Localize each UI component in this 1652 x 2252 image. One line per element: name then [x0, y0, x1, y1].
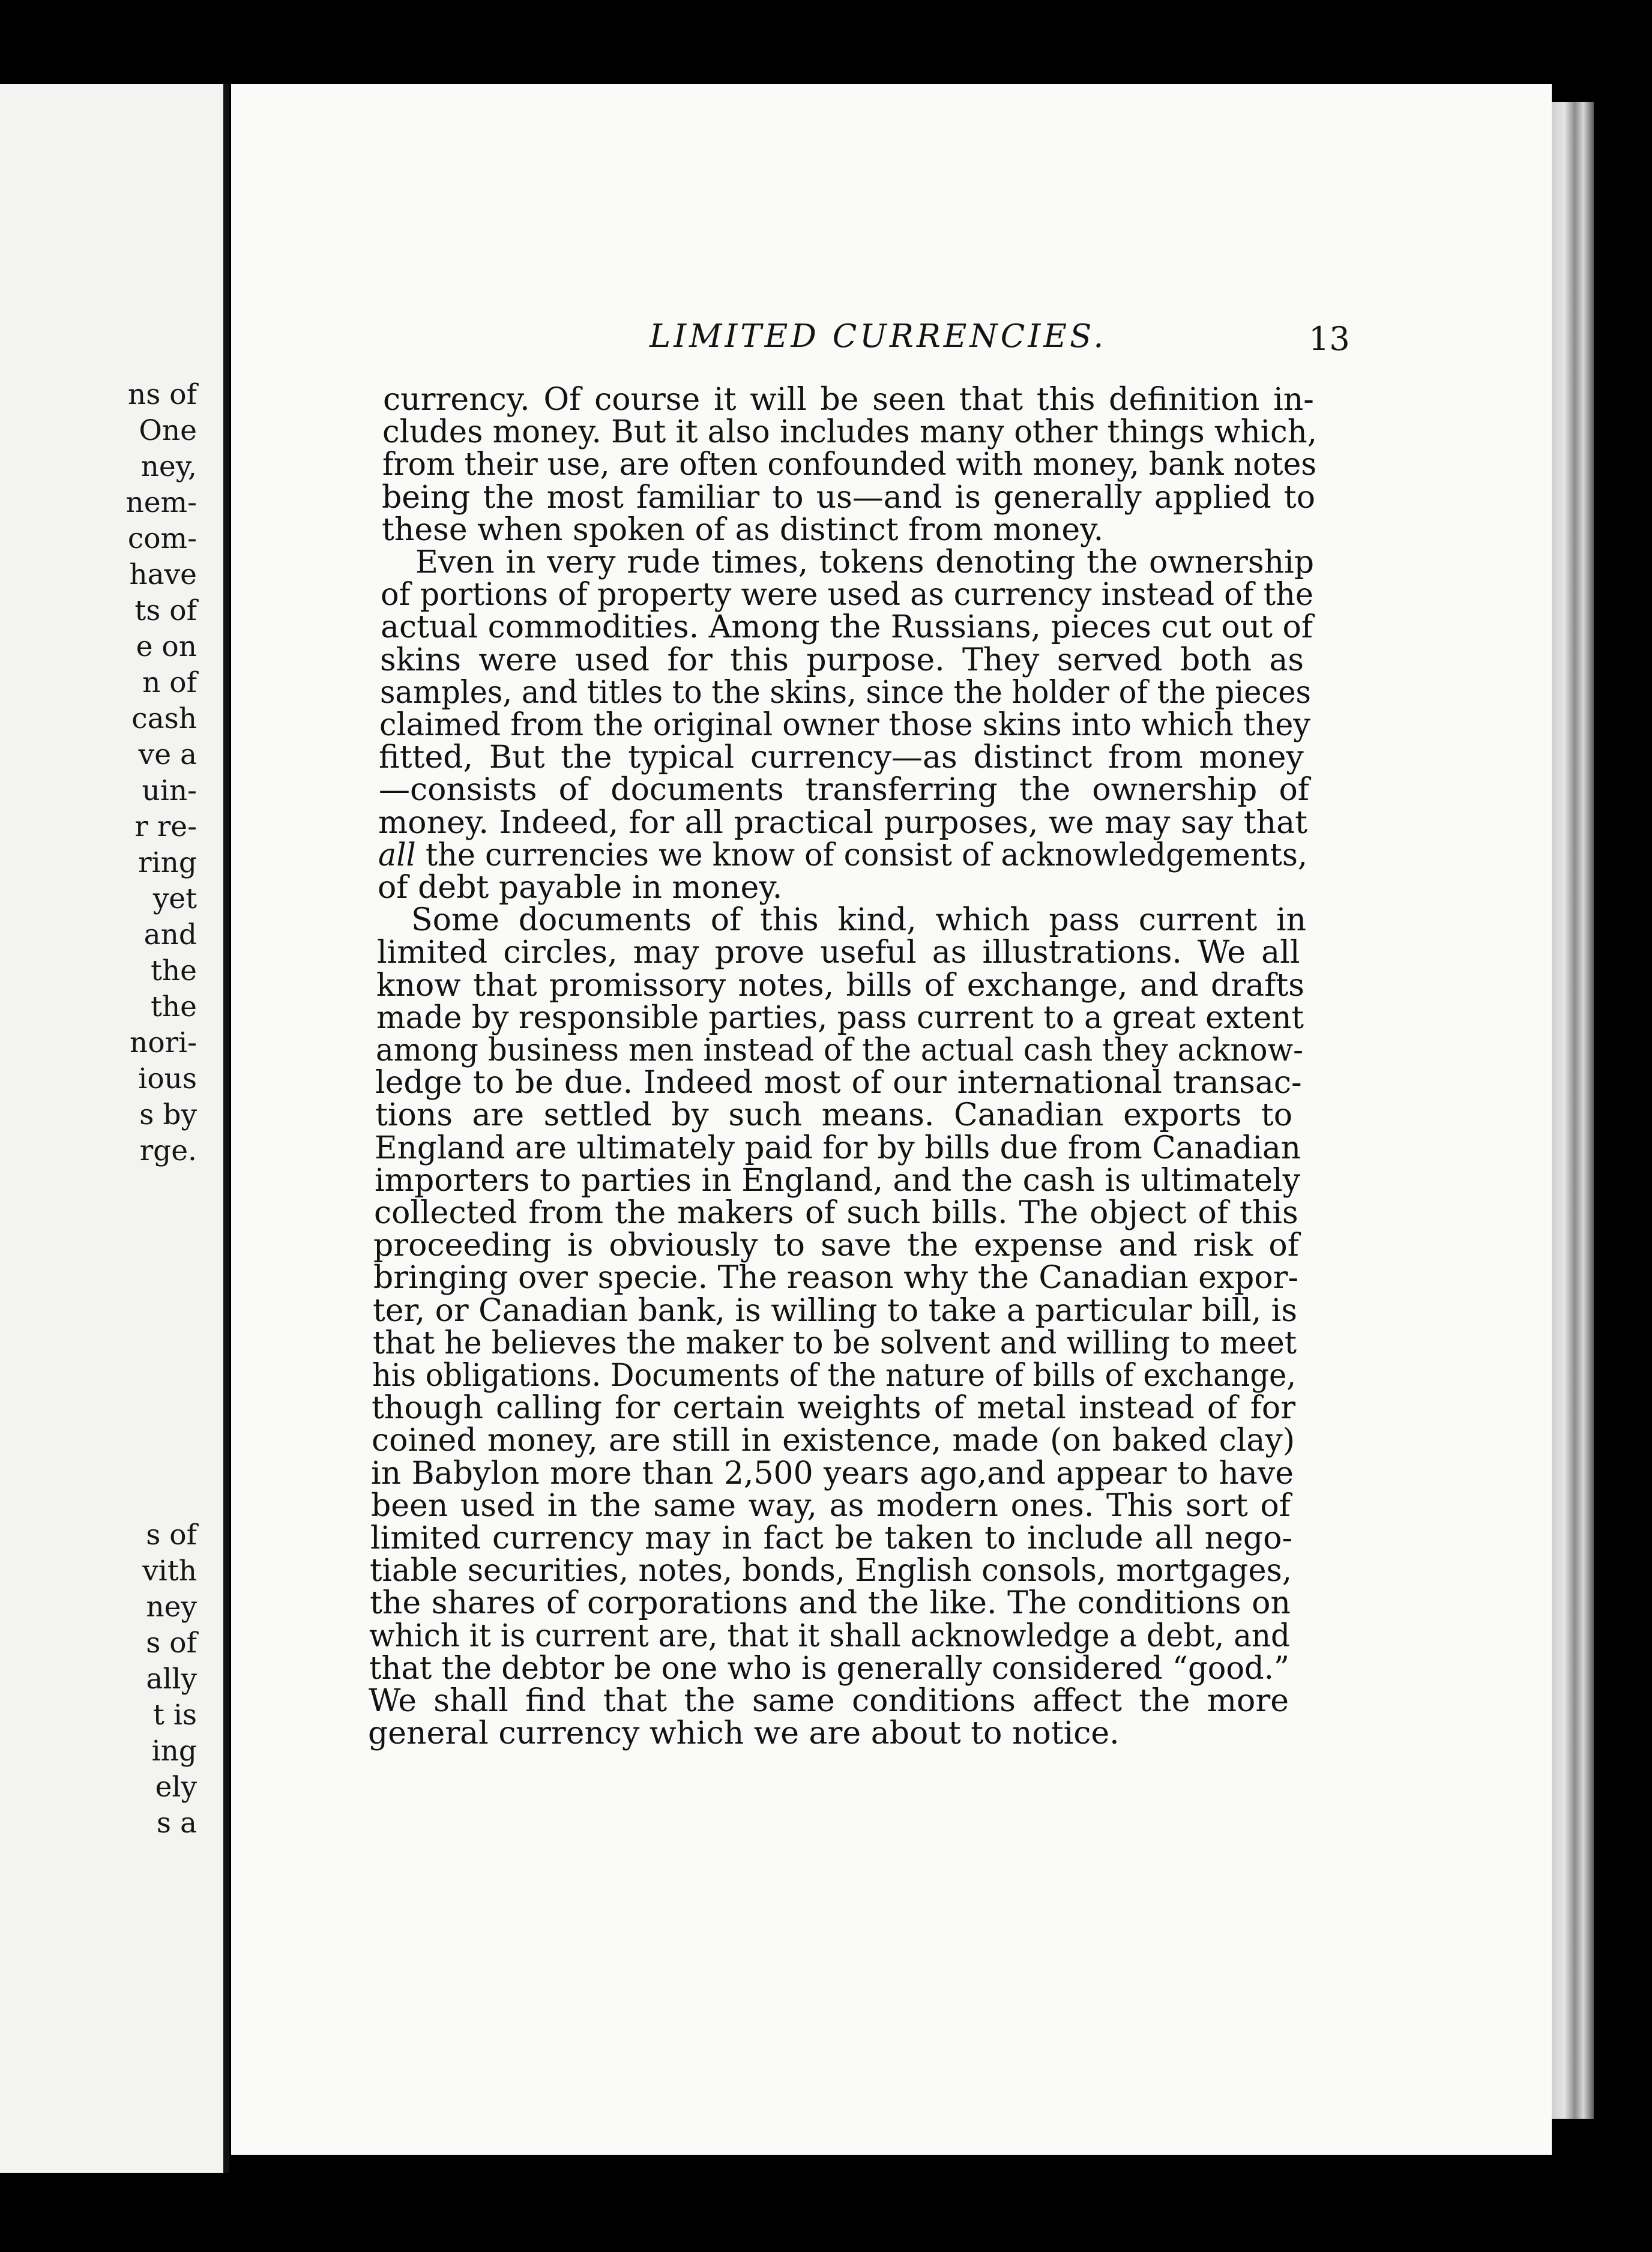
body-line: though calling for certain weights of metal instead of for — [372, 1390, 1295, 1426]
body-line: being the most familiar to us—and is generally applied to — [382, 480, 1315, 516]
body-line: that the debtor be one who is generally considered “good.” — [369, 1651, 1289, 1687]
body-line: of portions of property were used as currency instead of the — [381, 577, 1313, 613]
body-line: collected from the makers of such bills. The object of this — [374, 1195, 1298, 1231]
left-page-fragment: One — [139, 414, 197, 447]
left-page-fragment: ring — [138, 846, 197, 879]
body-line: these when spoken of as distinct from money. — [382, 512, 1104, 548]
page-edge-stack — [1552, 102, 1594, 2119]
body-line: Some documents of this kind, which pass current in — [411, 902, 1306, 938]
body-line: ter, or Canadian bank, is willing to take a particular bill, is — [373, 1293, 1297, 1329]
body-line: skins were used for this purpose. They served both as — [380, 642, 1304, 678]
left-page-fragment: cash — [131, 702, 197, 735]
body-line: from their use, are often confounded with money, bank notes — [382, 447, 1316, 483]
body-line: general currency which we are about to notice. — [368, 1715, 1120, 1751]
left-page-fragment: the — [151, 990, 197, 1023]
body-line: cludes money. But it also includes many other things which, — [382, 414, 1317, 450]
page-number: 13 — [1309, 320, 1350, 358]
body-line: of debt payable in money. — [378, 870, 783, 906]
body-line: limited currency may in fact be taken to include all nego- — [370, 1520, 1292, 1556]
left-page-fragment: nori- — [130, 1026, 197, 1059]
body-line: We shall find that the same conditions affect the more — [369, 1683, 1289, 1719]
body-line: fitted, But the typical currency—as distinct from money — [379, 739, 1304, 775]
body-line: which it is current are, that it shall acknowledge a debt, and — [369, 1618, 1290, 1654]
body-line: know that promissory notes, bills of exchange, and drafts — [376, 968, 1304, 1004]
body-line: money. Indeed, for all practical purposes, we may say that — [378, 805, 1307, 841]
left-page-fragment: and — [143, 918, 197, 951]
body-line: tiable securities, notes, bonds, English consols, mortgages, — [370, 1553, 1292, 1589]
body-line: currency. Of course it will be seen that this definition in- — [383, 382, 1314, 418]
body-line: the shares of corporations and the like. The conditions on — [370, 1585, 1291, 1621]
left-page-fragment: s a — [156, 1807, 197, 1840]
body-line: that he believes the maker to be solvent and willing to meet — [373, 1325, 1297, 1361]
left-page-fragment: t is — [153, 1699, 197, 1732]
body-line: ledge to be due. Indeed most of our international transac- — [375, 1065, 1302, 1101]
left-page-fragment: yet — [152, 882, 197, 915]
body-line: samples, and titles to the skins, since the holder of the pieces — [380, 675, 1311, 711]
body-line: —consists of documents transferring the ownership of — [379, 772, 1309, 808]
running-head: LIMITED CURRENCIES. — [650, 318, 1107, 355]
left-page-fragment: ns of — [127, 378, 197, 411]
left-page-fragment: com- — [127, 522, 197, 555]
body-line: all the currencies we know of consist of acknowledgements, — [378, 837, 1307, 873]
left-page-text — [0, 84, 228, 2173]
left-page-fragment: have — [129, 558, 197, 591]
body-line: claimed from the original owner those skins into which they — [379, 707, 1310, 743]
left-page-fragment: nem- — [125, 486, 197, 519]
body-line: England are ultimately paid for by bills due from Canadian — [375, 1130, 1301, 1166]
left-page-fragment: e on — [136, 630, 197, 663]
left-page-fragment: s of — [146, 1519, 197, 1552]
left-page-fragment: s of — [146, 1627, 197, 1660]
left-page-fragment: ely — [155, 1771, 197, 1804]
left-page-fragment: uin- — [142, 774, 197, 807]
body-line: proceeding is obviously to save the expense and risk of — [373, 1227, 1299, 1263]
left-page-fragment: ve a — [138, 738, 197, 771]
left-page — [0, 84, 228, 2173]
body-line: tions are settled by such means. Canadian exports to — [375, 1097, 1293, 1133]
left-page-fragment: ney — [146, 1591, 197, 1624]
left-page-fragment: the — [151, 954, 197, 987]
body-line: been used in the same way, as modern ones. This sort of — [371, 1488, 1291, 1524]
left-page-fragment: rge. — [139, 1134, 197, 1167]
left-page-fragment: ally — [146, 1663, 197, 1696]
body-line: bringing over specie. The reason why the Canadian expor- — [373, 1260, 1298, 1296]
body-line: actual commodities. Among the Russians, pieces cut out of — [381, 609, 1313, 645]
body-line: among business men instead of the actual cash they acknow- — [376, 1032, 1303, 1068]
left-page-fragment: ious — [138, 1062, 197, 1095]
left-page-fragment: r re- — [134, 810, 197, 843]
body-line: Even in very rude times, tokens denoting the ownership — [415, 544, 1314, 580]
left-page-fragment: ing — [151, 1735, 197, 1768]
left-page-fragment: ts of — [134, 594, 197, 627]
left-page-fragment: n of — [142, 666, 197, 699]
left-page-fragment: s by — [139, 1098, 197, 1131]
body-line: made by responsible parties, pass current to a great extent — [376, 1000, 1304, 1036]
body-line: limited circles, may prove useful as illustrations. We all — [377, 935, 1300, 971]
left-page-fragment: ney, — [140, 450, 197, 483]
left-page-fragment: vith — [142, 1555, 197, 1588]
body-line: in Babylon more than 2,500 years ago,and appear to have — [371, 1456, 1294, 1492]
body-line: importers to parties in England, and the cash is ultimately — [375, 1163, 1300, 1199]
book-gutter — [223, 84, 229, 2173]
body-line: coined money, are still in existence, made (on baked clay) — [372, 1423, 1295, 1459]
body-line: his obligations. Documents of the nature of bills of exchange, — [372, 1358, 1296, 1394]
